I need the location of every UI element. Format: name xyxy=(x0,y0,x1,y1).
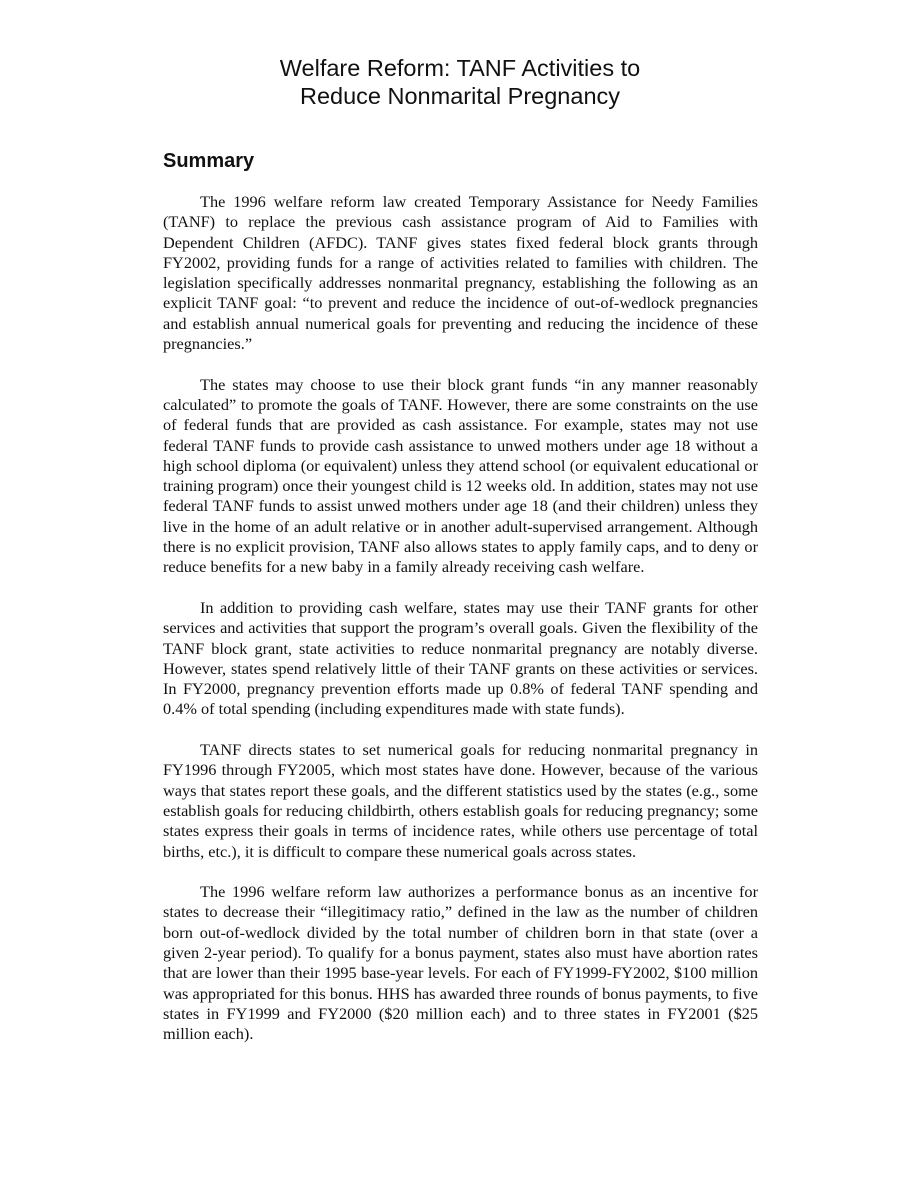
section-heading-summary: Summary xyxy=(163,150,255,172)
paragraph: The states may choose to use their block grant funds “in any manner reasonably calculated” to promote the goals of TANF. However, there are some constraints on the use of federal funds that are provided as cash assistance. For example, states may not use federal TANF funds to provide cash assistance to unwed mothers under age 18 without a high school diploma (or equivalent) unless they attend school (or equivalent educational or training program) once their youngest child is 12 weeks old. In addition, states may not use federal TANF funds to assist unwed mothers under age 18 (and their children) unless they live in the home of an adult relative or in another adult-supervised arrangement. Although there is no explicit provision, TANF also allows states to apply family caps, and to deny or reduce benefits for a new baby in a family already receiving cash welfare. xyxy=(163,374,758,577)
title-line-2: Reduce Nonmarital Pregnancy xyxy=(299,83,621,109)
paragraph: The 1996 welfare reform law created Temporary Assistance for Needy Families (TANF) to replace the previous cash assistance program of Aid to Families with Dependent Children (AFDC). TANF gives states fixed federal block grants through FY2002, providing funds for a range of activities related to families with children. The legislation specifically addresses nonmarital pregnancy, establishing the following as an explicit TANF goal: “to prevent and reduce the incidence of out-of-wedlock pregnancies and establish annual numerical goals for preventing and reducing the incidence of these pregnancies.” xyxy=(163,192,758,354)
paragraph: The 1996 welfare reform law authorizes a performance bonus as an incentive for states to decrease their “illegitimacy ratio,” defined in the law as the number of children born out-of-wedlock divided by the total number of children born in that state (over a given 2-year period). To qualify for a bonus payment, states also must have abortion rates that are lower than their 1995 base-year levels. For each of FY1999-FY2002, $100 million was appropriated for this bonus. HHS has awarded three rounds of bonus payments, to five states in FY1999 and FY2000 ($20 million each) and to three states in FY2001 ($25 million each). xyxy=(163,882,758,1044)
title-line-1: Welfare Reform: TANF Activities to xyxy=(279,55,641,81)
paragraph: TANF directs states to set numerical goals for reducing nonmarital pregnancy in FY1996 through FY2005, which most states have done. However, because of the various ways that states report these goals, and the different statistics used by the states (e.g., some establish goals for reducing childbirth, others establish goals for reducing pregnancy; some states express their goals in terms of incidence rates, while others use percentage of total births, etc.), it is difficult to compare these numerical goals across states. xyxy=(163,740,758,861)
paragraph: In addition to providing cash welfare, states may use their TANF grants for other services and activities that support the program’s overall goals. Given the flexibility of the TANF block grant, state activities to reduce nonmarital pregnancy are notably diverse. However, states spend relatively little of their TANF grants on these activities or services. In FY2000, pregnancy prevention efforts made up 0.8% of federal TANF spending and 0.4% of total spending (including expenditures made with state funds). xyxy=(163,597,758,719)
document-title xyxy=(0,54,920,110)
summary-body xyxy=(163,192,758,1044)
